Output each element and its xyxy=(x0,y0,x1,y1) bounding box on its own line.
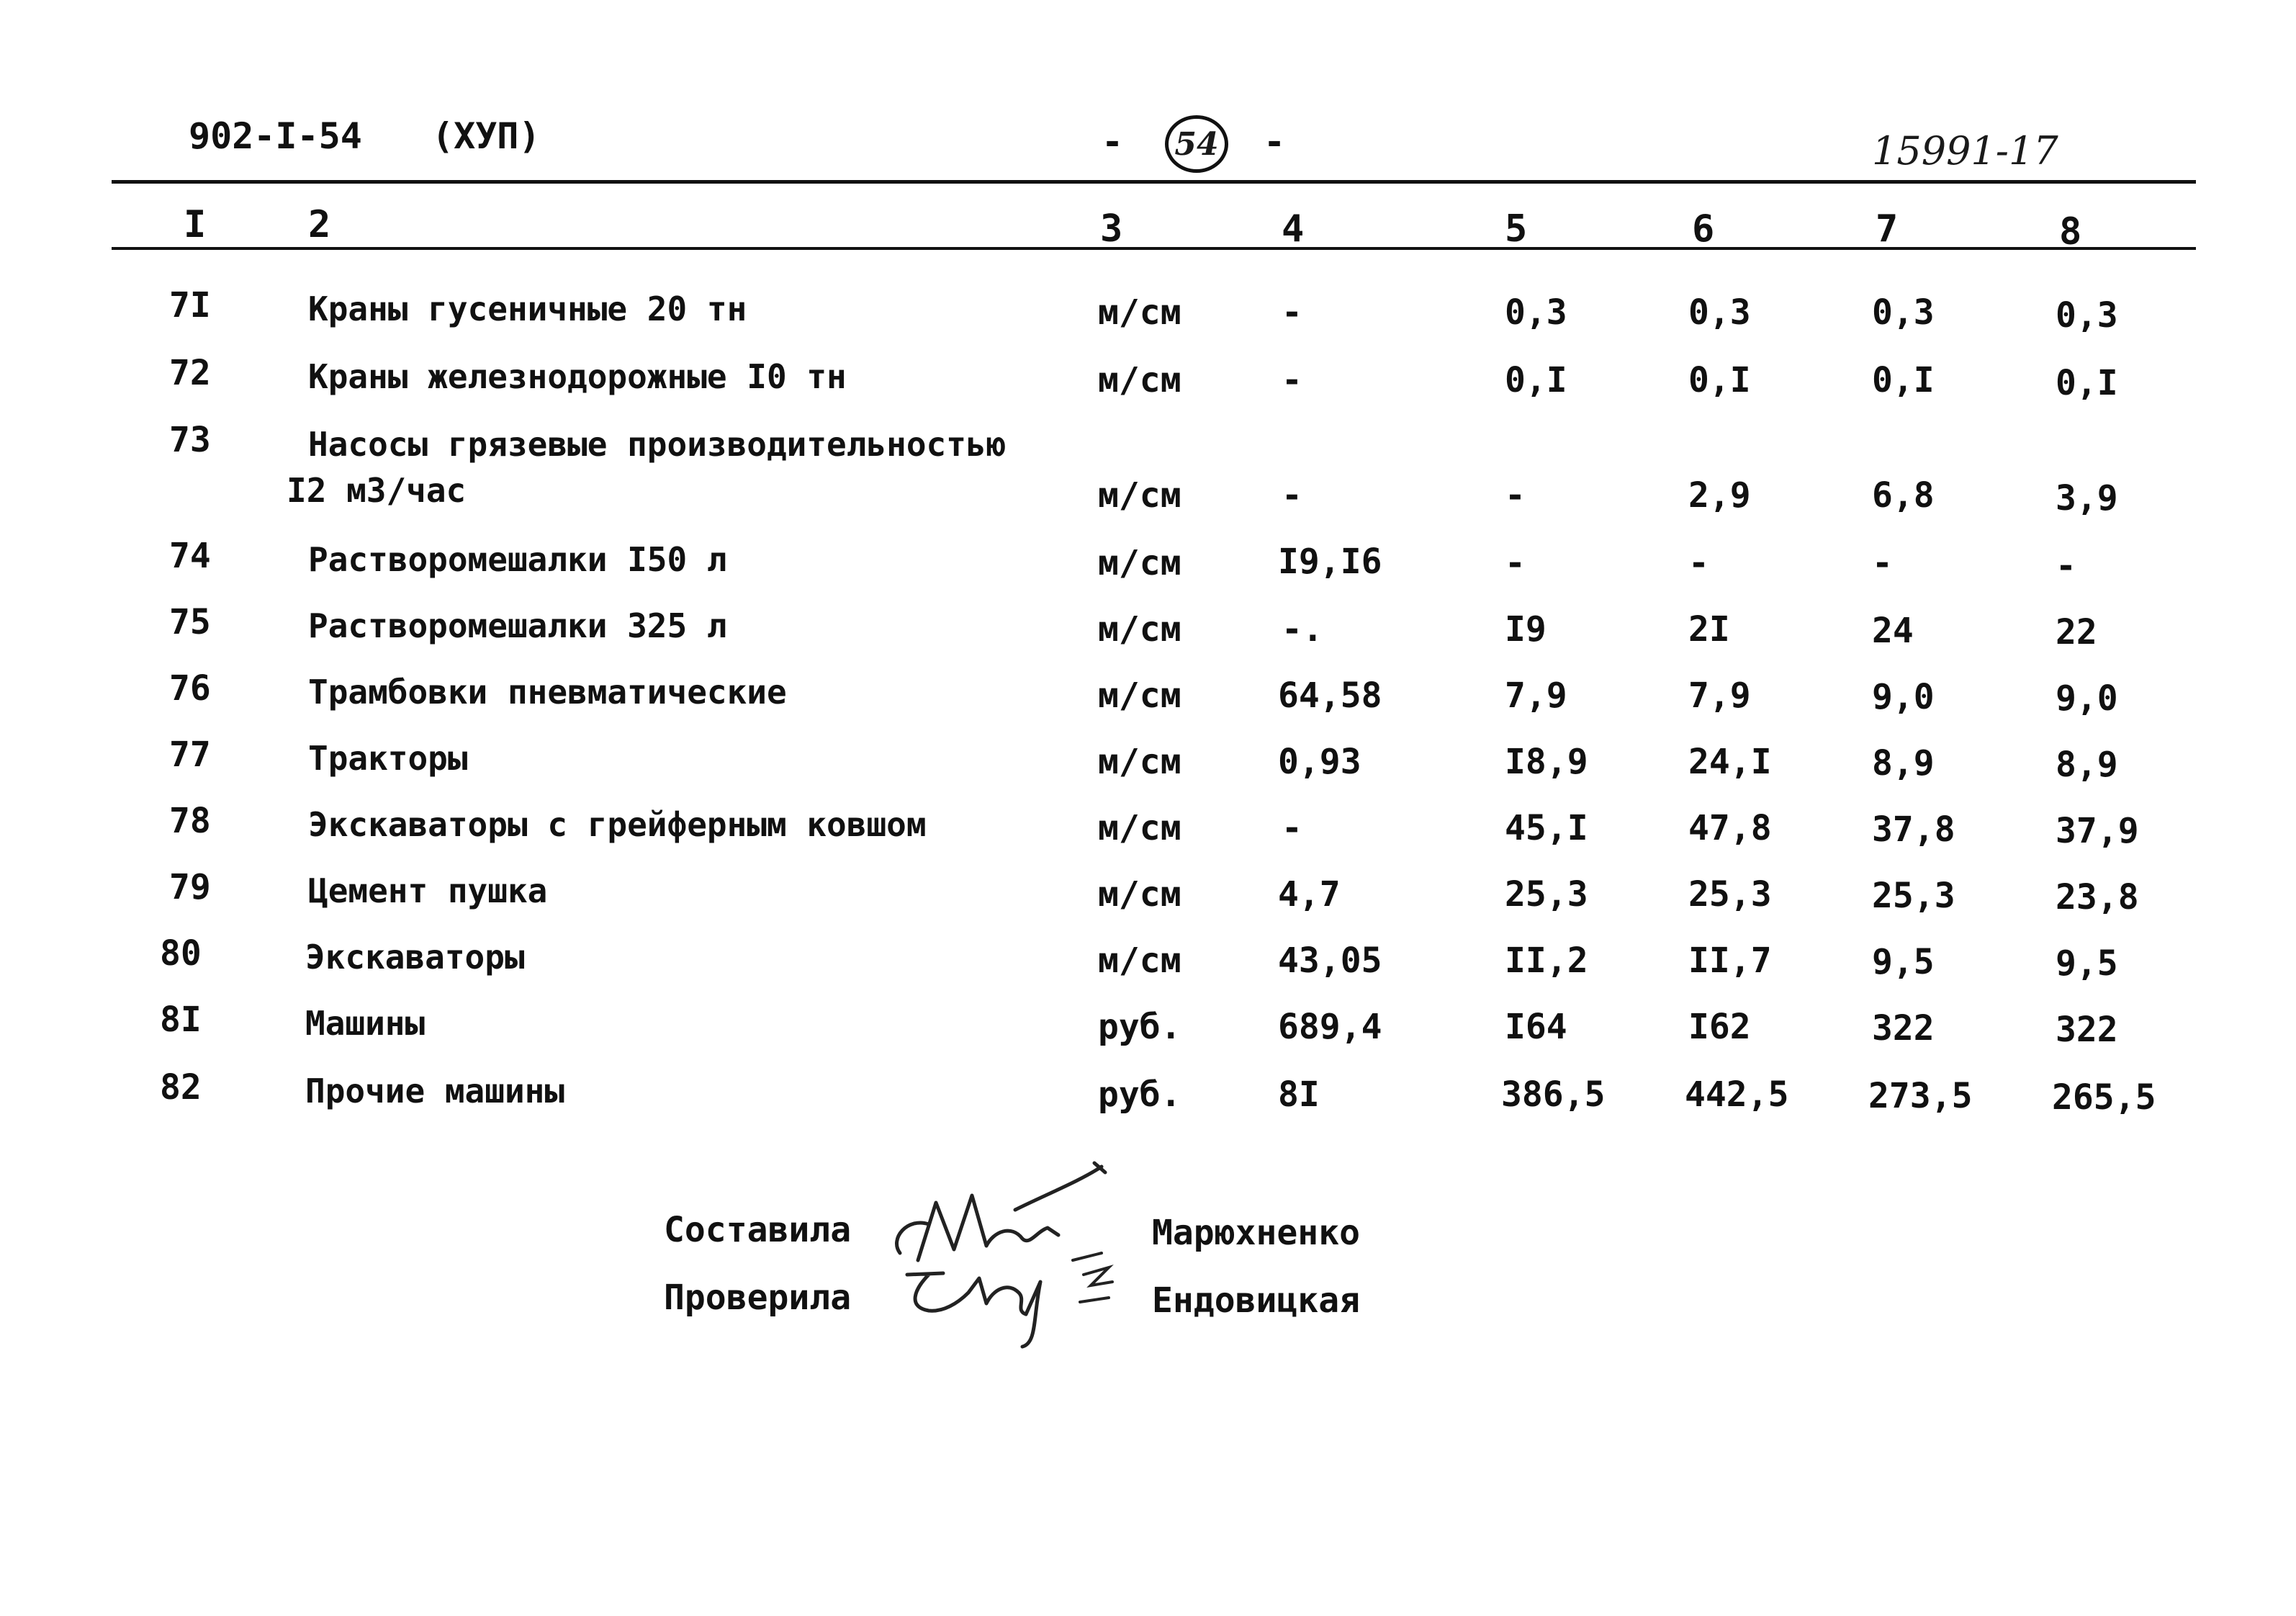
row-name: Растворомешалки 325 л xyxy=(308,606,727,645)
cell-col8: 23,8 xyxy=(2056,877,2139,917)
cell-col4: 0,93 xyxy=(1278,742,1361,782)
cell-col6: II,7 xyxy=(1688,941,1772,981)
cell-col7: 6,8 xyxy=(1872,475,1935,516)
cell-col4: 64,58 xyxy=(1278,675,1382,716)
page-dash-right: - xyxy=(1264,121,1286,163)
cell-col7: 24 xyxy=(1872,611,1914,651)
row-name: Краны гусеничные 20 тн xyxy=(308,289,747,328)
row-name: Тракторы xyxy=(308,739,468,778)
cell-col7: 37,8 xyxy=(1872,809,1955,850)
row-name: Растворомешалки I50 л xyxy=(308,540,727,579)
cell-col4: I9,I6 xyxy=(1278,542,1382,582)
cell-col7: - xyxy=(1872,543,1893,583)
row-name-continuation: I2 м3/час xyxy=(287,471,467,510)
row-number: 80 xyxy=(160,933,202,974)
col-header-6: 6 xyxy=(1692,207,1715,251)
cell-col8: 37,9 xyxy=(2056,811,2139,851)
col-header-1: I xyxy=(184,203,207,246)
row-unit: м/см xyxy=(1098,360,1181,400)
row-name: Трамбовки пневматические xyxy=(308,673,787,712)
cell-col8: 8,9 xyxy=(2056,745,2118,785)
cell-col7: 8,9 xyxy=(1872,743,1935,784)
cell-col6: 7,9 xyxy=(1688,675,1751,716)
cell-col5: I9 xyxy=(1505,609,1547,650)
row-unit: м/см xyxy=(1098,808,1181,848)
row-number: 76 xyxy=(169,668,211,709)
cell-col5: I64 xyxy=(1505,1007,1567,1047)
cell-col4: - xyxy=(1282,808,1302,848)
cell-col7: 0,3 xyxy=(1872,292,1935,333)
row-number: 8I xyxy=(160,1000,202,1040)
cell-col5: 386,5 xyxy=(1501,1074,1606,1115)
row-unit: руб. xyxy=(1098,1074,1181,1115)
row-name: Прочие машины xyxy=(305,1072,565,1110)
row-number: 72 xyxy=(169,353,211,393)
col-header-7: 7 xyxy=(1876,207,1899,251)
document-code: 902-I-54 xyxy=(189,115,362,157)
checked-by-signature xyxy=(900,1253,1145,1354)
row-unit: м/см xyxy=(1098,475,1181,516)
cell-col8: 0,3 xyxy=(2056,295,2118,336)
page-number-circle xyxy=(1165,115,1228,173)
cell-col6: 0,3 xyxy=(1688,292,1751,333)
col-header-5: 5 xyxy=(1505,207,1528,251)
col-header-3: 3 xyxy=(1100,207,1123,251)
cell-col6: 2,9 xyxy=(1688,475,1751,516)
cell-col6: 47,8 xyxy=(1688,808,1772,848)
compiled-by-name: Марюхненко xyxy=(1152,1213,1360,1253)
top-rule xyxy=(112,180,2196,184)
cell-col8: 0,I xyxy=(2056,363,2118,403)
row-number: 7I xyxy=(169,285,211,326)
cell-col7: 9,0 xyxy=(1872,677,1935,717)
row-unit: м/см xyxy=(1098,742,1181,782)
cell-col7: 0,I xyxy=(1872,360,1935,400)
row-number: 79 xyxy=(169,867,211,907)
page-dash-left: - xyxy=(1102,121,1124,163)
cell-col5: I8,9 xyxy=(1505,742,1588,782)
cell-col6: I62 xyxy=(1688,1007,1751,1047)
row-unit: м/см xyxy=(1098,675,1181,716)
cell-col6: 442,5 xyxy=(1685,1074,1789,1115)
compiled-by-label: Составила xyxy=(664,1210,852,1250)
row-number: 82 xyxy=(160,1067,202,1108)
row-unit: м/см xyxy=(1098,543,1181,583)
cell-col6: 0,I xyxy=(1688,360,1751,400)
cell-col4: 8I xyxy=(1278,1074,1320,1115)
col-header-2: 2 xyxy=(308,203,331,246)
row-unit: м/см xyxy=(1098,292,1181,333)
row-name: Цемент пушка xyxy=(308,871,548,910)
cell-col5: II,2 xyxy=(1505,941,1588,981)
col-header-8: 8 xyxy=(2059,210,2082,253)
cell-col4: -. xyxy=(1282,609,1323,650)
cell-col5: - xyxy=(1505,543,1526,583)
cell-col5: 7,9 xyxy=(1505,675,1567,716)
row-number: 78 xyxy=(169,801,211,841)
checked-by-name: Ендовицкая xyxy=(1152,1280,1360,1321)
row-name: Насосы грязевые производительностью xyxy=(308,425,1007,464)
row-unit: м/см xyxy=(1098,609,1181,650)
archive-number: 15991-17 xyxy=(1872,128,2058,174)
row-name: Экскаваторы xyxy=(305,938,525,977)
cell-col7: 25,3 xyxy=(1872,876,1955,916)
cell-col7: 273,5 xyxy=(1868,1076,1973,1116)
cell-col6: 25,3 xyxy=(1688,874,1772,915)
row-unit: м/см xyxy=(1098,941,1181,981)
cell-col8: 9,0 xyxy=(2056,678,2118,719)
cell-col4: 43,05 xyxy=(1278,941,1382,981)
page-number: 54 xyxy=(1174,125,1219,163)
cell-col4: - xyxy=(1282,360,1302,400)
cell-col7: 322 xyxy=(1872,1008,1935,1049)
cell-col8: - xyxy=(2056,546,2076,586)
cell-col4: 689,4 xyxy=(1278,1007,1382,1047)
cell-col8: 3,9 xyxy=(2056,478,2118,519)
cell-col8: 9,5 xyxy=(2056,943,2118,984)
cell-col5: 0,I xyxy=(1505,360,1567,400)
row-name: Краны железнодорожные I0 тн xyxy=(308,357,847,396)
cell-col4: - xyxy=(1282,292,1302,333)
series-code: (ХУП) xyxy=(432,115,541,157)
cell-col4: - xyxy=(1282,475,1302,516)
row-number: 74 xyxy=(169,536,211,576)
cell-col5: 45,I xyxy=(1505,808,1588,848)
cell-col5: 25,3 xyxy=(1505,874,1588,915)
cell-col5: - xyxy=(1505,475,1526,516)
row-name: Машины xyxy=(305,1004,426,1043)
row-unit: м/см xyxy=(1098,874,1181,915)
cell-col6: - xyxy=(1688,543,1709,583)
cell-col6: 2I xyxy=(1688,609,1730,650)
cell-col7: 9,5 xyxy=(1872,942,1935,982)
checked-by-label: Проверила xyxy=(664,1278,852,1318)
cell-col6: 24,I xyxy=(1688,742,1772,782)
cell-col8: 322 xyxy=(2056,1010,2118,1050)
cell-col8: 22 xyxy=(2056,612,2097,652)
row-number: 77 xyxy=(169,735,211,775)
row-number: 73 xyxy=(169,420,211,460)
cell-col8: 265,5 xyxy=(2052,1077,2156,1118)
row-unit: руб. xyxy=(1098,1007,1181,1047)
row-name: Экскаваторы с грейферным ковшом xyxy=(308,805,927,844)
cell-col4: 4,7 xyxy=(1278,874,1341,915)
col-header-4: 4 xyxy=(1282,207,1305,251)
cell-col5: 0,3 xyxy=(1505,292,1567,333)
row-number: 75 xyxy=(169,602,211,642)
